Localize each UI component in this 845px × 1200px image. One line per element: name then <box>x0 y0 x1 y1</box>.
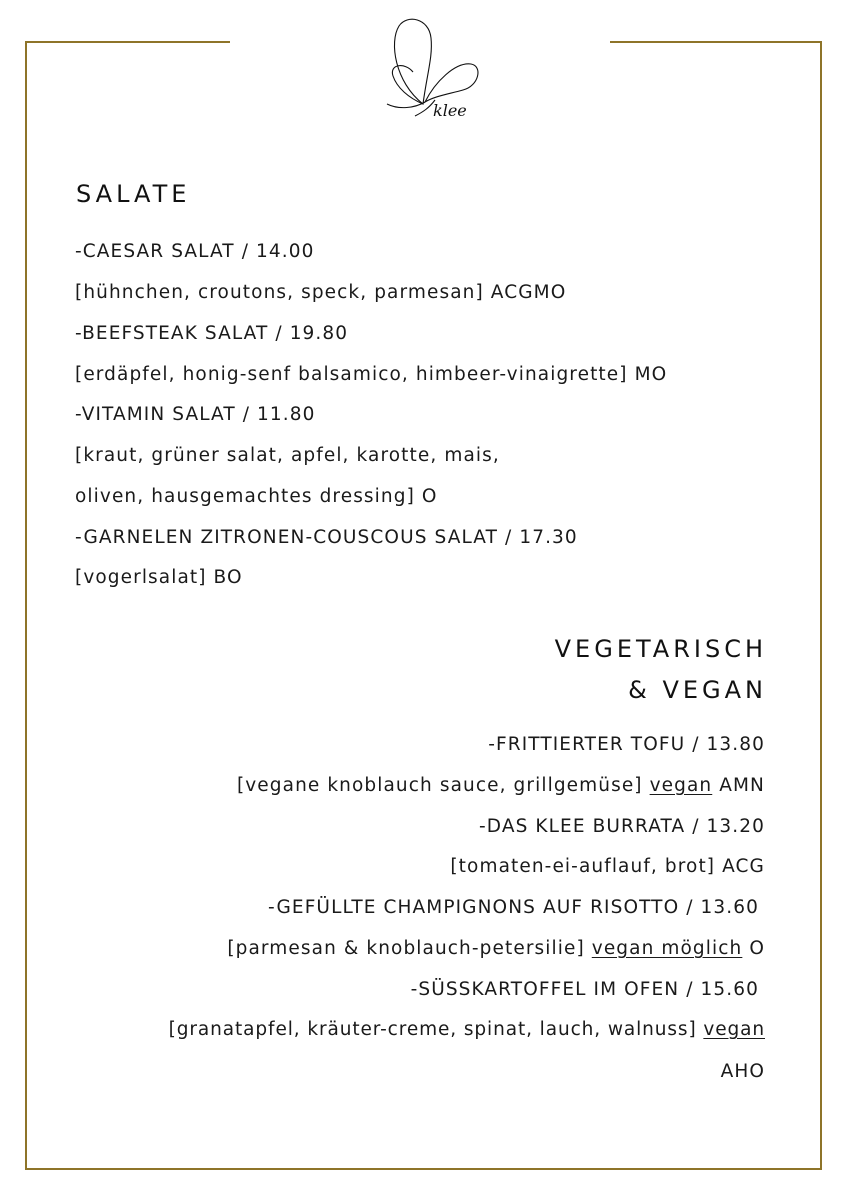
allergen-codes: O <box>749 938 765 959</box>
menu-item-name: -GARNELEN ZITRONEN-COUSCOUS SALAT / 17.30 <box>75 527 578 548</box>
section-title-salate: SALATE <box>76 180 191 208</box>
menu-item-name: -CAESAR SALAT / 14.00 <box>75 241 315 262</box>
menu-item-desc-row <box>227 938 765 959</box>
menu-item-name: -BEEFSTEAK SALAT / 19.80 <box>75 323 349 344</box>
allergen-codes: AHO <box>720 1061 765 1082</box>
vegan-tag: vegan <box>649 775 713 796</box>
menu-item-name: -DAS KLEE BURRATA / 13.20 <box>479 816 765 837</box>
menu-item-name: -VITAMIN SALAT / 11.80 <box>75 404 316 425</box>
vegan-tag: vegan möglich <box>591 938 743 959</box>
menu-item-desc-row <box>169 1019 765 1040</box>
vegan-tag: vegan <box>703 1019 765 1040</box>
menu-item-desc: [kraut, grüner salat, apfel, karotte, mais, <box>75 445 500 466</box>
menu-item-desc: oliven, hausgemachtes dressing] O <box>75 486 438 507</box>
menu-item-desc: [parmesan & knoblauch-petersilie] <box>227 938 585 959</box>
svg-text:klee: klee <box>433 101 467 120</box>
section-title-vegetarisch <box>555 629 767 711</box>
menu-item-name: -GEFÜLLTE CHAMPIGNONS AUF RISOTTO / 13.60 <box>268 897 759 918</box>
menu-item-desc: [erdäpfel, honig-senf balsamico, himbeer-vinaigrette] MO <box>75 364 668 385</box>
menu-item-desc: [granatapfel, kräuter-creme, spinat, lauch, walnuss] <box>168 1019 697 1040</box>
menu-item-name: -SÜSSKARTOFFEL IM OFEN / 15.60 <box>410 979 759 1000</box>
section-title-line: VEGETARISCH <box>554 635 767 663</box>
menu-item-desc: [hühnchen, croutons, speck, parmesan] ACGMO <box>75 282 567 303</box>
menu-item-desc: [tomaten-ei-auflauf, brot] ACG <box>450 856 765 877</box>
menu-item-name: -FRITTIERTER TOFU / 13.80 <box>488 734 765 755</box>
section-title-line: & VEGAN <box>628 676 767 704</box>
menu-item-desc-row <box>237 775 765 796</box>
allergen-codes: AMN <box>719 775 765 796</box>
menu-frame <box>25 41 822 1170</box>
klee-logo-icon <box>375 12 485 124</box>
menu-item-desc: [vogerlsalat] BO <box>75 567 243 588</box>
menu-item-desc: [vegane knoblauch sauce, grillgemüse] <box>236 775 643 796</box>
